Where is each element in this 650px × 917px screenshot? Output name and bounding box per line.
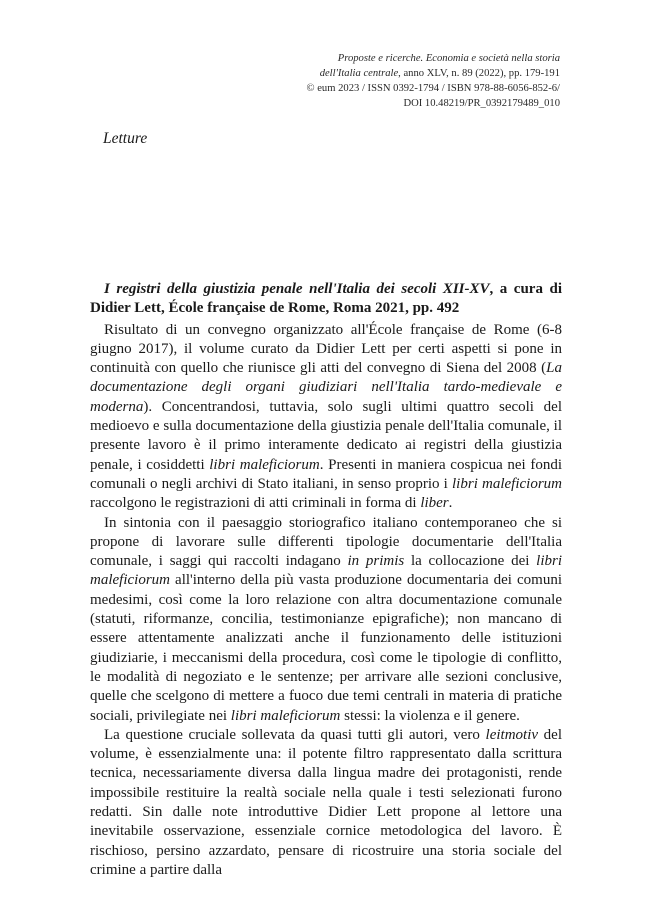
body-paragraph — [90, 514, 562, 726]
text-run: stessi: la violenza e il genere. — [340, 707, 520, 724]
review-article — [90, 280, 562, 880]
italic-term: libri maleficiorum — [452, 475, 563, 492]
publication-header — [260, 51, 560, 111]
italic-term: La documentazione degli organi giudiziari nell'Italia tardo-medievale e moderna — [90, 360, 562, 415]
text-run: Risultato di un convegno organizzato all'École française de Rome (6-8 giugno 2017), il volume curato da Didier Lett per certi aspetti si pone in continuità con quello che riunisce gli atti del convegno di Siena del 2008 ( — [90, 321, 562, 377]
text-run: . Presenti in maniera cospicua nei fondi comunali o negli archivi di Stato italiani, in senso proprio i — [90, 456, 563, 492]
issn-isbn-line: © eum 2023 / ISSN 0392-1794 / ISBN 978-88-6056-852-6/ — [306, 83, 560, 94]
review-book-title: I registri della giustizia penale nell'Italia dei secoli XII-XV — [104, 281, 490, 297]
italic-term: leitmotiv — [485, 726, 539, 743]
italic-term: libri maleficiorum — [230, 707, 341, 724]
text-run: . — [448, 495, 453, 512]
journal-issue-line — [260, 66, 560, 81]
text-run: la collocazione dei — [404, 553, 537, 570]
journal-region: dell'Italia centrale — [319, 68, 399, 79]
text-run: ). Concentrandosi, tuttavia, solo sugli ultimi quattro secoli del medioevo e sulla documentazione della giustizia penale dell'Italia comunale, il presente lavoro è il primo interamente dedicato ai registri della giustizia penale, i cosiddetti — [90, 398, 562, 473]
italic-term: libri maleficiorum — [209, 456, 320, 473]
text-run: raccolgono le registrazioni di atti criminali in forma di — [90, 495, 421, 512]
doi-line: DOI 10.48219/PR_0392179489_010 — [403, 98, 560, 109]
review-book-details: , a cura di Didier Lett, École française de Rome, Roma 2021, pp. 492 — [90, 281, 562, 317]
text-run: del volume, è essenzialmente una: il potente filtro rappresentato dalla scrittura tecnica, necessariamente diversa dalla lingua madre dei protagonisti, rende impossibile restituire la realtà sociale nella quale i testi selezionati furono redatti. Sin dalle note introduttive Didier Lett propone al lettore una inevitabile osservazione, essenziale cornice metodologica del lavoro. È rischioso, persino azzardato, pensare di ricostruire una storia sociale del crimine a partire dalla — [90, 726, 562, 878]
review-body — [90, 321, 562, 881]
text-run: all'interno della più vasta produzione documentaria dei comuni medesimi, così come la loro relazione con altra documentazione comunale (statuti, riformanze, concilia, testimonianze epigrafiche); non mancano di essere attentamente analizzati anche il funzionamento delle istituzioni giudiziarie, i meccanismi della procedura, così come le tipologie di conflitto, le modalità di negoziato e le sentenze; per arrivare alle sezioni conclusive, quelle che scelgono di mettere a fuoco due temi centrali in materia di pratiche sociali, privilegiate nei — [90, 572, 562, 724]
text-run: In sintonia con il paesaggio storiografico italiano contemporaneo che si propone di lavorare sulle differenti tipologie documentarie dell'Italia comunale, i saggi qui raccolti indagano — [90, 514, 562, 570]
text-run: La questione cruciale sollevata da quasi tutti gli autori, vero — [104, 726, 486, 743]
body-paragraph — [90, 726, 562, 880]
section-label: Letture — [103, 130, 148, 147]
body-paragraph — [90, 321, 562, 514]
italic-term: libri maleficiorum — [90, 553, 562, 589]
journal-title-line: Proposte e ricerche. Economia e società nella storia — [337, 53, 560, 64]
italic-term: liber — [420, 495, 449, 512]
review-title — [90, 280, 562, 319]
journal-issue-details: , anno XLV, n. 89 (2022), pp. 179-191 — [398, 68, 560, 79]
italic-term: in primis — [347, 553, 405, 570]
